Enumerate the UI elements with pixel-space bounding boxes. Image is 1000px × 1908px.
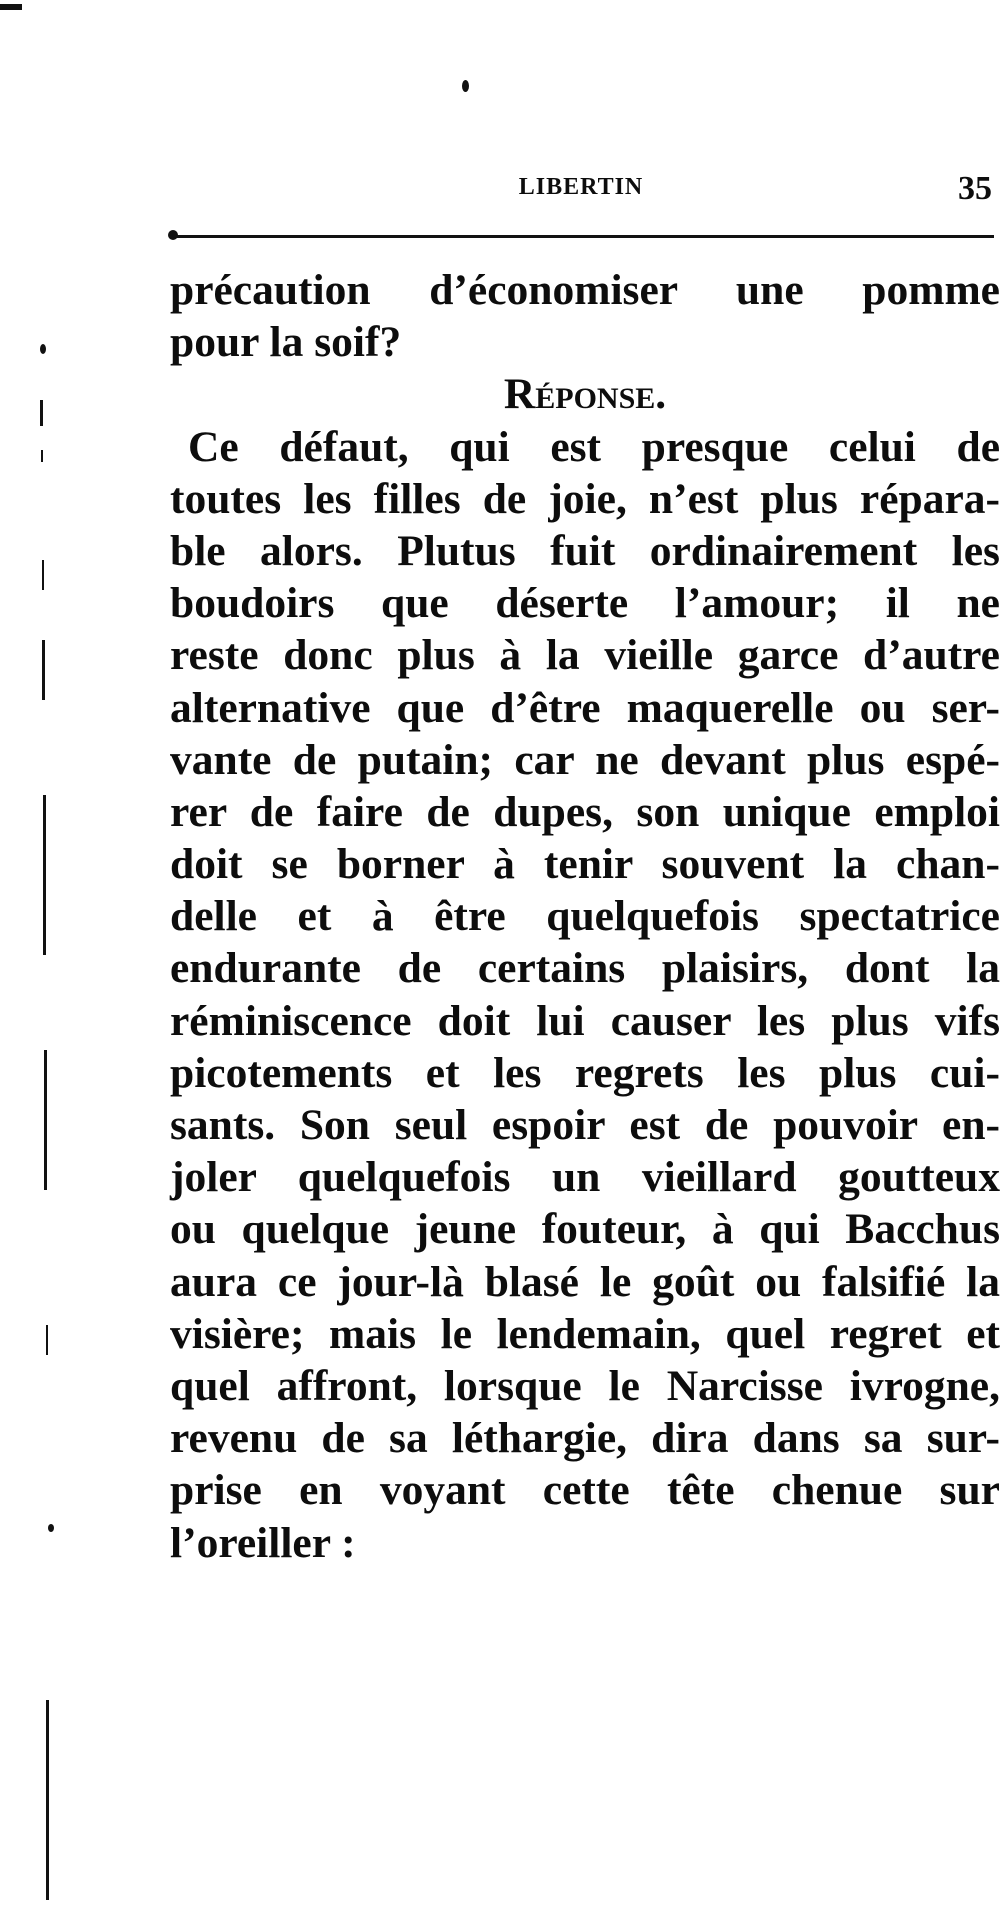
scan-artifact xyxy=(46,1325,48,1355)
text-line: l’oreiller : xyxy=(170,1518,356,1567)
text-line: alternative que d’être maquerelle ou ser- xyxy=(170,683,1000,732)
text-line: quel affront, lorsque le Narcisse ivrogne, xyxy=(170,1361,1000,1410)
running-header xyxy=(170,170,992,210)
scan-artifact xyxy=(44,1050,47,1190)
text-line: revenu de sa léthargie, dira dans sa sur- xyxy=(170,1414,1000,1463)
scan-artifact xyxy=(46,1700,49,1900)
scan-artifact xyxy=(40,400,43,426)
text-line: aura ce jour-là blasé le goût ou falsifié la xyxy=(170,1257,1000,1306)
header-rule xyxy=(172,235,994,238)
body-text xyxy=(170,264,1000,1569)
scan-speck xyxy=(48,1524,54,1532)
text-line: endurante de certains plaisirs, dont la xyxy=(170,944,1000,993)
text-line: prise en voyant cette tête chenue sur xyxy=(170,1466,1000,1515)
text-line: picotements et les regrets les plus cui- xyxy=(170,1048,1000,1097)
text-line: toutes les filles de joie, n’est plus répara- xyxy=(170,474,1000,523)
scan-artifact xyxy=(0,4,22,10)
scan-speck xyxy=(40,344,46,354)
text-line: reste donc plus à la vieille garce d’autre xyxy=(170,631,1000,680)
text-line: visière; mais le lendemain, quel regret et xyxy=(170,1309,1000,1358)
text-line: pour la soif? xyxy=(170,318,402,367)
text-line: joler quelquefois un vieillard goutteux xyxy=(170,1153,1000,1202)
text-line: ble alors. Plutus fuit ordinairement les xyxy=(170,526,1000,575)
scan-artifact xyxy=(42,560,44,590)
text-line: ou quelque jeune fouteur, à qui Bacchus xyxy=(170,1205,1000,1254)
text-line: réminiscence doit lui causer les plus vifs xyxy=(170,996,1000,1045)
text-line: sants. Son seul espoir est de pouvoir en- xyxy=(170,1101,1000,1149)
scan-artifact xyxy=(41,450,43,462)
section-heading: Réponse. xyxy=(503,370,667,419)
text-line: vante de putain; car ne devant plus espé- xyxy=(170,735,1000,784)
text-line: rer de faire de dupes, son unique emploi xyxy=(170,787,1000,836)
scan-artifact xyxy=(42,640,45,700)
text-line: delle et à être quelquefois spectatrice xyxy=(170,892,1000,941)
running-title: LIBERTIN xyxy=(518,174,644,200)
text-line: doit se borner à tenir souvent la chan- xyxy=(170,840,1000,889)
text-line: boudoirs que déserte l’amour; il ne xyxy=(170,579,1000,628)
page-number: 35 xyxy=(958,170,992,207)
text-line: précaution d’économiser une pomme xyxy=(170,266,1000,314)
scan-speck xyxy=(462,80,469,92)
text-line: Ce défaut, qui est presque celui de xyxy=(188,422,1000,471)
scan-artifact xyxy=(43,795,46,955)
